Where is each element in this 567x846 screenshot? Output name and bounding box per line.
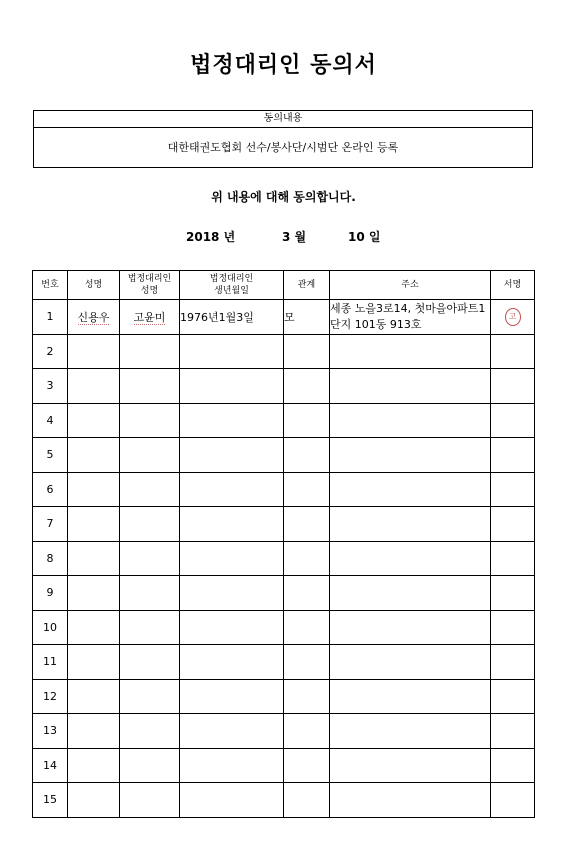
cell-name <box>68 369 120 404</box>
cell-no: 6 <box>33 472 68 507</box>
cell-guardian-birth <box>180 748 284 783</box>
cell-name <box>68 576 120 611</box>
cell-relation <box>284 334 330 369</box>
table-row <box>33 334 535 369</box>
cell-signature <box>491 507 535 542</box>
cell-guardian-birth <box>180 334 284 369</box>
document-title: 법정대리인 동의서 <box>190 53 377 78</box>
cell-guardian-name <box>120 783 180 818</box>
cell-no: 5 <box>33 438 68 473</box>
cell-signature <box>491 610 535 645</box>
cell-signature <box>491 645 535 680</box>
header-guardian-birth <box>180 271 284 300</box>
cell-relation <box>284 369 330 404</box>
cell-guardian-birth <box>180 783 284 818</box>
cell-guardian-birth <box>180 403 284 438</box>
cell-guardian-name <box>120 334 180 369</box>
table-row <box>33 714 535 749</box>
table-row <box>33 541 535 576</box>
agree-statement: 위 내용에 대해 동의합니다. <box>211 190 356 204</box>
cell-address <box>330 610 491 645</box>
cell-name <box>68 541 120 576</box>
date-year: 2018 년 <box>186 230 236 244</box>
table-row <box>33 748 535 783</box>
cell-address <box>330 679 491 714</box>
cell-no: 10 <box>33 610 68 645</box>
header-guardian-name-line2: 성명 <box>140 286 159 296</box>
cell-name <box>68 714 120 749</box>
cell-no: 7 <box>33 507 68 542</box>
cell-address <box>330 507 491 542</box>
cell-no: 9 <box>33 576 68 611</box>
cell-no: 14 <box>33 748 68 783</box>
header-guardian-name <box>120 271 180 300</box>
cell-guardian-name <box>120 369 180 404</box>
cell-no: 3 <box>33 369 68 404</box>
cell-guardian-name <box>120 714 180 749</box>
cell-guardian-birth <box>180 369 284 404</box>
cell-name <box>68 507 120 542</box>
cell-guardian-birth <box>180 610 284 645</box>
cell-name <box>68 472 120 507</box>
cell-signature <box>491 334 535 369</box>
cell-guardian-name <box>120 472 180 507</box>
cell-relation <box>284 610 330 645</box>
cell-guardian-birth <box>180 507 284 542</box>
cell-name <box>68 403 120 438</box>
cell-guardian-name <box>120 679 180 714</box>
cell-name <box>68 610 120 645</box>
header-signature: 서명 <box>491 271 535 300</box>
cell-address <box>330 438 491 473</box>
cell-address <box>330 472 491 507</box>
cell-signature <box>491 714 535 749</box>
table-row <box>33 576 535 611</box>
cell-no: 15 <box>33 783 68 818</box>
cell-no: 12 <box>33 679 68 714</box>
table-row <box>33 679 535 714</box>
cell-relation <box>284 541 330 576</box>
header-guardian-name-line1: 법정대리인 <box>127 274 172 284</box>
cell-guardian-birth <box>180 541 284 576</box>
consent-table <box>32 270 535 818</box>
cell-relation <box>284 645 330 680</box>
cell-relation <box>284 507 330 542</box>
cell-guardian-name <box>120 403 180 438</box>
cell-relation <box>284 714 330 749</box>
table-header-row <box>33 271 535 300</box>
cell-address <box>330 748 491 783</box>
cell-signature <box>491 576 535 611</box>
cell-signature <box>491 438 535 473</box>
consent-header: 동의내용 <box>34 111 532 128</box>
cell-no: 2 <box>33 334 68 369</box>
cell-signature <box>491 783 535 818</box>
cell-address <box>330 403 491 438</box>
cell-name <box>68 300 120 335</box>
cell-no: 1 <box>33 300 68 335</box>
cell-address <box>330 541 491 576</box>
cell-relation: 모 <box>284 300 330 335</box>
cell-signature <box>491 748 535 783</box>
table-row <box>33 438 535 473</box>
cell-guardian-birth: 1976년1월3일 <box>180 300 284 335</box>
cell-address <box>330 645 491 680</box>
cell-name <box>68 334 120 369</box>
cell-relation <box>284 472 330 507</box>
seal-stamp-icon: 고 <box>505 308 521 326</box>
cell-name-text: 신용우 <box>77 310 110 324</box>
cell-relation <box>284 576 330 611</box>
cell-name <box>68 645 120 680</box>
header-guardian-birth-line2: 생년월일 <box>214 286 249 296</box>
cell-address <box>330 576 491 611</box>
cell-name <box>68 748 120 783</box>
date-month: 3 월 <box>282 230 307 244</box>
consent-body: 대한태권도협회 선수/봉사단/시범단 온라인 등록 <box>167 141 399 154</box>
table-row <box>33 300 535 335</box>
cell-no: 4 <box>33 403 68 438</box>
cell-guardian-birth <box>180 645 284 680</box>
cell-address <box>330 714 491 749</box>
cell-name <box>68 438 120 473</box>
cell-relation <box>284 438 330 473</box>
cell-name <box>68 679 120 714</box>
table-row <box>33 507 535 542</box>
cell-relation <box>284 783 330 818</box>
header-name: 성명 <box>68 271 120 300</box>
consent-box <box>33 110 533 168</box>
cell-guardian-birth <box>180 472 284 507</box>
header-no: 번호 <box>33 271 68 300</box>
cell-address <box>330 334 491 369</box>
cell-address <box>330 369 491 404</box>
cell-guardian-name <box>120 300 180 335</box>
header-address: 주소 <box>330 271 491 300</box>
cell-address: 세종 노을3로14, 첫마을아파트1단지 101동 913호 <box>330 300 491 335</box>
cell-relation <box>284 679 330 714</box>
table-row <box>33 610 535 645</box>
cell-guardian-birth <box>180 576 284 611</box>
table-row <box>33 369 535 404</box>
cell-guardian-name <box>120 610 180 645</box>
cell-signature <box>491 369 535 404</box>
cell-relation <box>284 748 330 783</box>
table-row <box>33 472 535 507</box>
cell-guardian-name <box>120 748 180 783</box>
cell-guardian-name <box>120 507 180 542</box>
cell-guardian-birth <box>180 714 284 749</box>
cell-no: 13 <box>33 714 68 749</box>
date-day: 10 일 <box>348 230 381 244</box>
cell-name <box>68 783 120 818</box>
header-relation: 관계 <box>284 271 330 300</box>
table-row <box>33 645 535 680</box>
cell-guardian-name <box>120 576 180 611</box>
cell-address <box>330 783 491 818</box>
cell-guardian-birth <box>180 438 284 473</box>
cell-guardian-name <box>120 645 180 680</box>
table-row <box>33 403 535 438</box>
table-row <box>33 783 535 818</box>
cell-guardian-name <box>120 541 180 576</box>
cell-signature <box>491 472 535 507</box>
cell-guardian-name-text: 고윤미 <box>133 310 166 324</box>
header-guardian-birth-line1: 법정대리인 <box>209 274 254 284</box>
cell-signature <box>491 300 535 335</box>
cell-guardian-birth <box>180 679 284 714</box>
cell-signature <box>491 403 535 438</box>
cell-signature <box>491 541 535 576</box>
cell-no: 11 <box>33 645 68 680</box>
cell-relation <box>284 403 330 438</box>
cell-signature <box>491 679 535 714</box>
cell-no: 8 <box>33 541 68 576</box>
cell-guardian-name <box>120 438 180 473</box>
